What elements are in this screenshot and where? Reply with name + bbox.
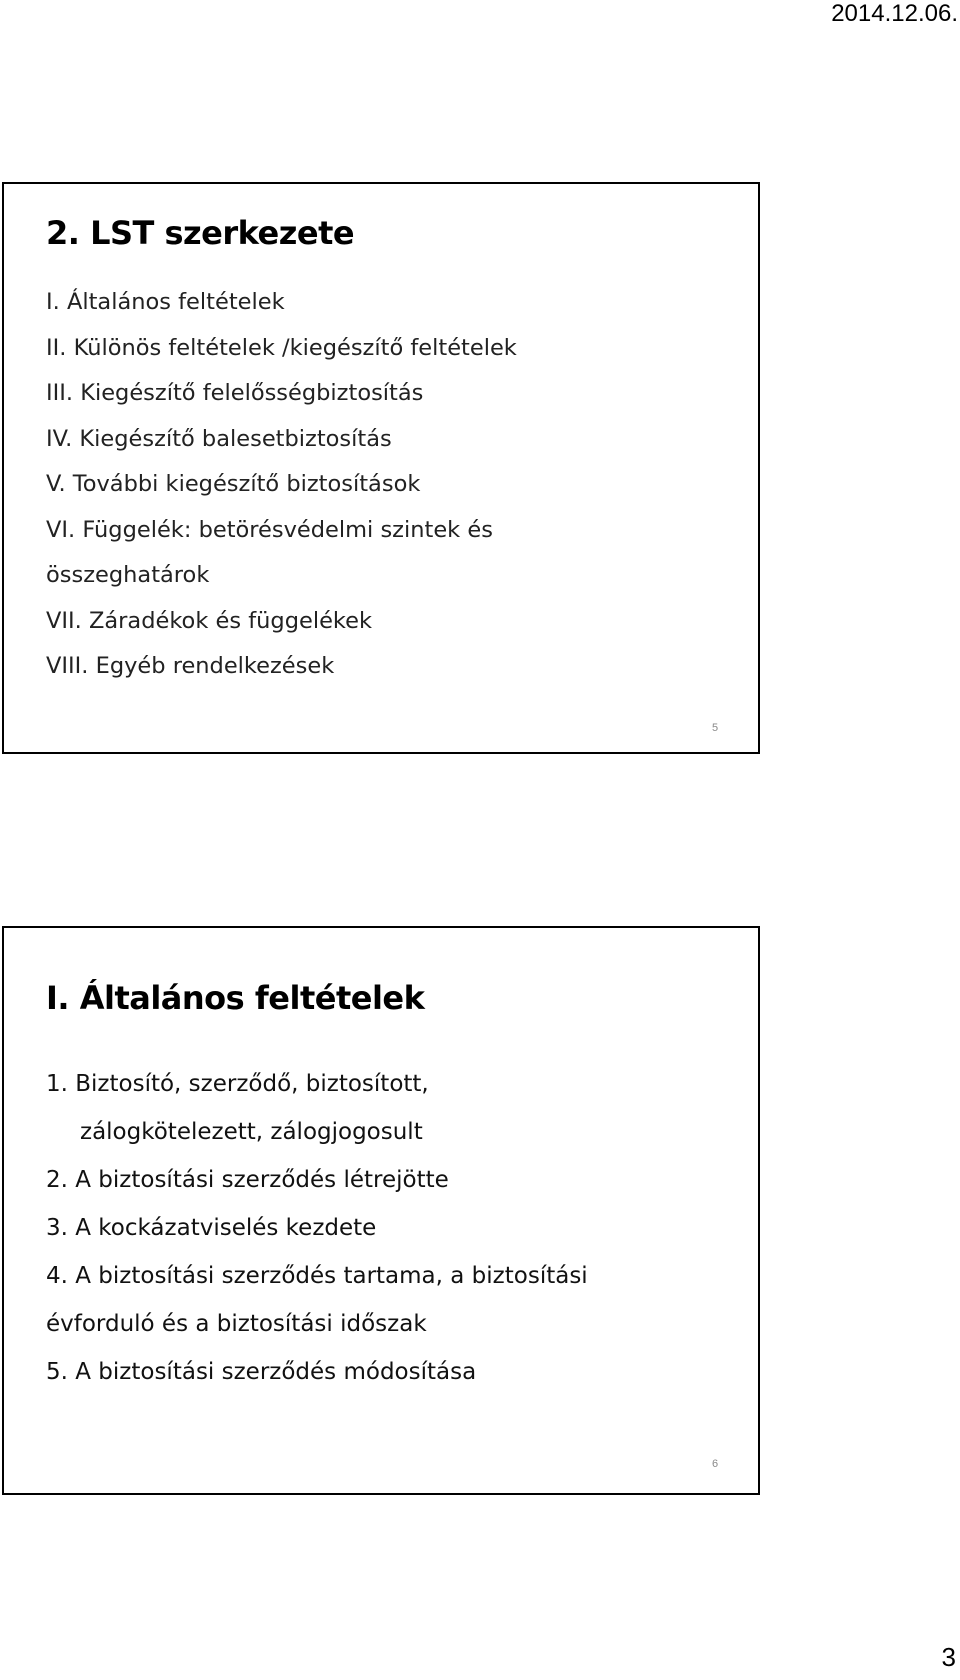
topics-list [46,1060,588,1396]
slide-title: 2. LST szerkezete [46,214,355,252]
slide-number: 5 [712,722,719,734]
list-item: 1. Biztosító, szerződő, biztosított, [46,1071,429,1097]
slide-title: I. Általános feltételek [46,979,425,1017]
list-item-continuation: évforduló és a biztosítási időszak [46,1311,427,1337]
list-item: IV. Kiegészítő balesetbiztosítás [46,425,392,452]
list-item: 2. A biztosítási szerződés létrejötte [46,1167,449,1193]
list-item: VI. Függelék: betörésvédelmi szintek és [46,516,493,543]
page-date: 2014.12.06. [831,0,958,27]
slide-6 [2,926,760,1495]
list-item: I. Általános feltételek [46,289,285,315]
list-item: VIII. Egyéb rendelkezések [46,653,335,679]
slide-5 [2,182,760,754]
list-item-continuation: összeghatárok [46,562,210,588]
list-item: 4. A biztosítási szerződés tartama, a biztosítási [46,1263,588,1289]
list-item: 5. A biztosítási szerződés módosítása [46,1359,477,1385]
slide-number: 6 [712,1458,719,1470]
list-item: III. Kiegészítő felelősségbiztosítás [46,380,424,406]
list-item: VII. Záradékok és függelékek [46,607,373,634]
list-item: V. További kiegészítő biztosítások [46,471,421,497]
list-item: 3. A kockázatviselés kezdete [46,1215,377,1241]
list-item-continuation: zálogkötelezett, zálogjogosult [80,1119,423,1145]
page-number: 3 [941,1642,956,1672]
structure-list [46,280,517,690]
list-item: II. Különös feltételek /kiegészítő feltételek [46,334,517,361]
